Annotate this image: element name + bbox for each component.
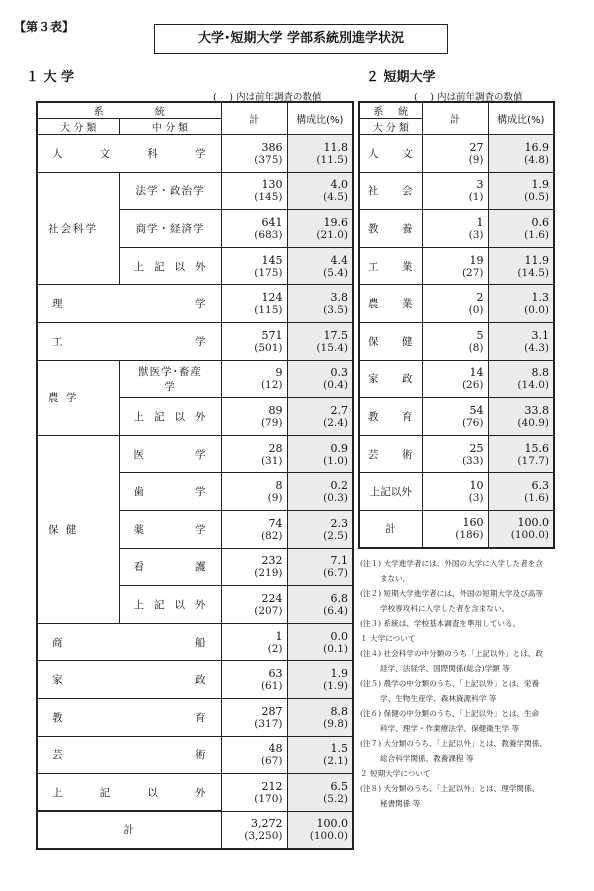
univ-paren-note: ( ) 内は前年調査の数値 — [213, 92, 322, 103]
junior-total-6-current: 14 — [469, 366, 484, 380]
univ-head-keitou: 系 統 — [37, 102, 221, 119]
univ-total-10 — [221, 510, 287, 548]
junior-table-row — [359, 210, 554, 248]
univ-table-row — [37, 774, 353, 812]
junior-share-2-current: 0.6 — [531, 215, 549, 229]
junior-total-4-current: 2 — [476, 291, 484, 305]
junior-total-5-current: 5 — [476, 328, 484, 342]
junior-share-4-previous: (0.0) — [524, 304, 549, 317]
univ-share-3 — [287, 247, 353, 285]
univ-share-12 — [287, 586, 353, 624]
junior-share-3-previous: (14.5) — [517, 266, 549, 279]
junior-total-0-previous: (9) — [468, 153, 484, 166]
univ-total-2 — [221, 210, 287, 248]
footnote-line: (注５) 農学の中分類のうち、「上記以外」とは、栄養 — [360, 679, 540, 688]
junior-paren-note: ( ) 内は前年調査の数値 — [414, 92, 523, 103]
footnote-line: (注３) 系統は、学校基本調査を準用している。 — [360, 619, 521, 628]
junior-share-5-current: 3.1 — [531, 328, 549, 342]
univ-total-16 — [221, 736, 287, 774]
univ-share-5-previous: (15.4) — [316, 341, 348, 354]
univ-share-4 — [287, 285, 353, 323]
univ-share-0-current: 11.8 — [323, 140, 348, 154]
junior-share-9 — [488, 473, 554, 511]
univ-total-13-current: 1 — [275, 629, 283, 643]
univ-total-7-previous: (79) — [260, 416, 283, 429]
univ-total-15-previous: (317) — [254, 717, 283, 730]
univ-total-4-previous: (115) — [254, 304, 283, 317]
footnotes — [360, 556, 588, 811]
univ-dai-17: 上 記 以 外 — [37, 774, 221, 812]
junior-share-7-previous: (40.9) — [517, 416, 549, 429]
univ-total-5-previous: (501) — [254, 341, 283, 354]
univ-total-2-previous: (683) — [254, 228, 283, 241]
univ-share-11-previous: (6.7) — [323, 567, 348, 580]
univ-share-16-previous: (2.1) — [323, 755, 348, 768]
footnote-line: 秘書関係 等 — [380, 799, 421, 808]
univ-table-row — [37, 736, 353, 774]
junior-table-row — [359, 285, 554, 323]
junior-share-3 — [488, 247, 554, 285]
junior-table-row — [359, 510, 554, 548]
univ-total-4-current: 124 — [261, 291, 283, 305]
univ-total-6 — [221, 360, 287, 398]
univ-dai-5: 工 学 — [37, 322, 221, 360]
univ-share-8-previous: (1.0) — [323, 454, 348, 467]
junior-table-row — [359, 360, 554, 398]
junior-share-1 — [488, 172, 554, 210]
univ-share-15 — [287, 698, 353, 736]
junior-share-5-previous: (4.3) — [524, 341, 549, 354]
footnote-line: (注４) 社会科学の中分類のうち「上記以外」とは、政 — [360, 649, 543, 658]
univ-dai-13: 商 船 — [37, 623, 221, 661]
univ-total-2-current: 641 — [261, 215, 283, 229]
univ-chu-9: 歯 学 — [119, 473, 221, 511]
univ-share-9 — [287, 473, 353, 511]
junior-total-8-previous: (33) — [461, 454, 484, 467]
univ-total-12 — [221, 586, 287, 624]
univ-table-row — [37, 322, 353, 360]
univ-total-0-previous: (375) — [254, 153, 283, 166]
univ-share-10-previous: (2.5) — [323, 529, 348, 542]
footnote-line: １ 大学について — [360, 634, 416, 643]
junior-table-row — [359, 172, 554, 210]
univ-total-11 — [221, 548, 287, 586]
univ-total-16-previous: (67) — [260, 755, 283, 768]
univ-head-share: 構成比(%) — [287, 102, 353, 135]
junior-share-7 — [488, 398, 554, 436]
junior-dai-1: 社 会 — [359, 172, 422, 210]
univ-share-18 — [287, 811, 353, 849]
univ-share-18-previous: (100.0) — [309, 830, 348, 843]
univ-total-12-previous: (207) — [254, 604, 283, 617]
univ-dai-6: 農 学 — [37, 360, 119, 435]
junior-total-6 — [422, 360, 488, 398]
univ-share-4-previous: (3.5) — [323, 304, 348, 317]
univ-share-2-current: 19.6 — [323, 215, 348, 229]
univ-total-5-current: 571 — [261, 328, 283, 342]
footnote-line: (注８) 大分類のうち、「上記以外」とは、理学関係、 — [360, 784, 540, 793]
univ-total-5 — [221, 322, 287, 360]
univ-share-6-previous: (0.4) — [323, 379, 348, 392]
junior-share-6-previous: (14.0) — [517, 379, 549, 392]
univ-share-7-previous: (2.4) — [323, 416, 348, 429]
footnote-line: 科学、理学・作業療法学、保健衛生学 等 — [380, 724, 520, 733]
junior-total-1-current: 3 — [476, 178, 484, 192]
univ-total-8 — [221, 435, 287, 473]
junior-share-2-previous: (1.6) — [524, 228, 549, 241]
univ-total-1-previous: (145) — [254, 191, 283, 204]
footnote-line: まない。 — [380, 574, 411, 583]
junior-total-8 — [422, 435, 488, 473]
junior-dai-7: 教 育 — [359, 398, 422, 436]
junior-head-total: 計 — [422, 102, 488, 135]
junior-head-dai: 大 分 類 — [359, 119, 422, 135]
univ-share-0 — [287, 135, 353, 173]
junior-share-5 — [488, 322, 554, 360]
junior-share-10-previous: (100.0) — [510, 529, 549, 542]
univ-total-9-current: 8 — [275, 479, 283, 493]
univ-dai-16: 芸 術 — [37, 736, 221, 774]
univ-dai-18: 計 — [37, 811, 221, 849]
univ-share-13-previous: (0.1) — [323, 642, 348, 655]
junior-share-9-current: 6.3 — [531, 479, 549, 493]
junior-total-9 — [422, 473, 488, 511]
junior-share-3-current: 11.9 — [524, 253, 549, 267]
univ-total-10-previous: (82) — [260, 529, 283, 542]
univ-share-17-previous: (5.2) — [323, 792, 348, 805]
junior-total-7 — [422, 398, 488, 436]
univ-share-14-previous: (1.9) — [323, 680, 348, 693]
junior-share-6 — [488, 360, 554, 398]
junior-dai-9: 上記以外 — [359, 473, 422, 511]
univ-share-12-current: 6.8 — [330, 591, 348, 605]
univ-share-13-current: 0.0 — [330, 629, 348, 643]
univ-head-total: 計 — [221, 102, 287, 135]
univ-table-row — [37, 172, 353, 210]
univ-total-16-current: 48 — [268, 742, 283, 756]
univ-share-15-current: 8.8 — [330, 704, 348, 718]
junior-share-6-current: 8.8 — [531, 366, 549, 380]
footnote-line: (注２) 短期大学進学者には、外国の短期大学及び高等 — [360, 589, 543, 598]
univ-total-10-current: 74 — [268, 516, 283, 530]
univ-share-2-previous: (21.0) — [316, 228, 348, 241]
junior-head-share: 構成比(%) — [488, 102, 554, 135]
univ-share-11-current: 7.1 — [330, 554, 348, 568]
junior-total-1-previous: (1) — [468, 191, 484, 204]
junior-total-10-previous: (186) — [455, 529, 484, 542]
univ-dai-8: 保 健 — [37, 435, 119, 623]
junior-dai-4: 農 業 — [359, 285, 422, 323]
univ-share-0-previous: (11.5) — [316, 153, 348, 166]
junior-total-5 — [422, 322, 488, 360]
junior-table — [358, 101, 555, 549]
footnote-line: ２ 短期大学について — [360, 769, 431, 778]
univ-total-6-current: 9 — [275, 366, 283, 380]
junior-total-9-previous: (3) — [468, 492, 484, 505]
junior-total-5-previous: (8) — [468, 341, 484, 354]
univ-share-12-previous: (6.4) — [323, 604, 348, 617]
univ-head-dai: 大 分 類 — [37, 119, 119, 135]
junior-share-0-current: 16.9 — [524, 140, 549, 154]
junior-total-2-current: 1 — [476, 215, 484, 229]
univ-total-3 — [221, 247, 287, 285]
junior-dai-3: 工 業 — [359, 247, 422, 285]
univ-total-12-current: 224 — [261, 591, 283, 605]
univ-total-8-current: 28 — [268, 441, 283, 455]
univ-table-row — [37, 360, 353, 398]
univ-table-row — [37, 623, 353, 661]
univ-share-16 — [287, 736, 353, 774]
univ-total-17-current: 212 — [261, 779, 283, 793]
univ-share-1-current: 4.0 — [330, 178, 348, 192]
junior-total-4 — [422, 285, 488, 323]
junior-total-2 — [422, 210, 488, 248]
table-number: 【第３表】 — [14, 20, 75, 34]
univ-total-0 — [221, 135, 287, 173]
univ-table-row — [37, 135, 353, 173]
junior-table-row — [359, 322, 554, 360]
univ-chu-10: 薬 学 — [119, 510, 221, 548]
univ-total-1-current: 130 — [261, 178, 283, 192]
univ-chu-3: 上 記 以 外 — [119, 247, 221, 285]
univ-section-title: １ 大 学 — [26, 70, 75, 85]
univ-chu-2: 商学・経済学 — [119, 210, 221, 248]
univ-total-9 — [221, 473, 287, 511]
junior-total-2-previous: (3) — [468, 228, 484, 241]
junior-dai-2: 教 養 — [359, 210, 422, 248]
univ-share-8 — [287, 435, 353, 473]
univ-total-13-previous: (2) — [267, 642, 283, 655]
junior-total-10-current: 160 — [462, 516, 484, 530]
univ-total-15-current: 287 — [261, 704, 283, 718]
junior-share-1-previous: (0.5) — [524, 191, 549, 204]
univ-share-1-previous: (4.5) — [323, 191, 348, 204]
junior-dai-5: 保 健 — [359, 322, 422, 360]
univ-total-1 — [221, 172, 287, 210]
univ-total-6-previous: (12) — [260, 379, 283, 392]
univ-share-4-current: 3.8 — [330, 291, 348, 305]
univ-share-9-previous: (0.3) — [323, 492, 348, 505]
univ-table-row — [37, 285, 353, 323]
univ-share-14-current: 1.9 — [330, 667, 348, 681]
univ-share-17-current: 6.5 — [330, 779, 348, 793]
univ-table-row — [37, 811, 353, 849]
junior-total-3-current: 19 — [469, 253, 484, 267]
univ-total-7 — [221, 398, 287, 436]
junior-share-10 — [488, 510, 554, 548]
univ-total-18 — [221, 811, 287, 849]
univ-total-11-current: 232 — [261, 554, 283, 568]
univ-share-8-current: 0.9 — [330, 441, 348, 455]
junior-section-title: ２ 短期大学 — [366, 70, 436, 85]
univ-total-15 — [221, 698, 287, 736]
junior-head-keitou: 系 統 — [359, 102, 422, 119]
junior-share-8-current: 15.6 — [524, 441, 549, 455]
footnote-line: 経学、法経学、国際関係(総合)学類 等 — [380, 664, 510, 673]
footnote-line: 学、生物生産学、森林資源科学 等 — [380, 694, 497, 703]
univ-share-7-current: 2.7 — [330, 403, 348, 417]
junior-total-6-previous: (26) — [461, 379, 484, 392]
univ-share-10-current: 2.3 — [330, 516, 348, 530]
univ-dai-15: 教 育 — [37, 698, 221, 736]
footnote-line: (注７) 大分類のうち、「上記以外」とは、教養学関係、 — [360, 739, 547, 748]
page-title: 大学･短期大学 学部系統別進学状況 — [154, 24, 448, 54]
univ-share-14 — [287, 661, 353, 699]
univ-share-10 — [287, 510, 353, 548]
univ-total-3-previous: (175) — [254, 266, 283, 279]
univ-share-1 — [287, 172, 353, 210]
junior-table-row — [359, 135, 554, 173]
univ-share-7 — [287, 398, 353, 436]
univ-total-14-current: 63 — [268, 667, 283, 681]
univ-total-0-current: 386 — [261, 140, 283, 154]
univ-share-6 — [287, 360, 353, 398]
univ-share-17 — [287, 774, 353, 812]
junior-table-row — [359, 435, 554, 473]
footnote-line: 学校専攻科に入学した者を含まない。 — [380, 604, 510, 613]
junior-total-7-previous: (76) — [461, 416, 484, 429]
univ-total-8-previous: (31) — [260, 454, 283, 467]
junior-dai-0: 人 文 — [359, 135, 422, 173]
univ-share-5-current: 17.5 — [323, 328, 348, 342]
univ-table — [36, 101, 354, 850]
junior-share-7-current: 33.8 — [524, 403, 549, 417]
univ-chu-1: 法学・政治学 — [119, 172, 221, 210]
univ-total-11-previous: (219) — [254, 567, 283, 580]
univ-share-3-previous: (5.4) — [323, 266, 348, 279]
univ-total-7-current: 89 — [268, 403, 283, 417]
junior-table-row — [359, 398, 554, 436]
junior-total-9-current: 10 — [469, 479, 484, 493]
junior-share-4-current: 1.3 — [531, 291, 549, 305]
univ-share-13 — [287, 623, 353, 661]
junior-share-8-previous: (17.7) — [517, 454, 549, 467]
junior-dai-6: 家 政 — [359, 360, 422, 398]
univ-total-9-previous: (9) — [267, 492, 283, 505]
junior-dai-10: 計 — [359, 510, 422, 548]
junior-share-4 — [488, 285, 554, 323]
univ-total-18-current: 3,272 — [251, 817, 283, 831]
univ-share-2 — [287, 210, 353, 248]
junior-total-3-previous: (27) — [461, 266, 484, 279]
univ-dai-1: 社会科学 — [37, 172, 119, 285]
univ-table-row — [37, 435, 353, 473]
univ-dai-4: 理 学 — [37, 285, 221, 323]
univ-chu-6: 獣医学･畜産学 — [119, 360, 221, 398]
univ-total-3-current: 145 — [261, 253, 283, 267]
junior-total-0 — [422, 135, 488, 173]
univ-share-18-current: 100.0 — [316, 817, 348, 831]
univ-total-14-previous: (61) — [260, 680, 283, 693]
junior-share-2 — [488, 210, 554, 248]
univ-chu-12: 上 記 以 外 — [119, 586, 221, 624]
junior-total-0-current: 27 — [469, 140, 484, 154]
univ-share-3-current: 4.4 — [330, 253, 348, 267]
junior-total-3 — [422, 247, 488, 285]
junior-table-row — [359, 247, 554, 285]
univ-total-4 — [221, 285, 287, 323]
univ-total-18-previous: (3,250) — [244, 830, 283, 843]
junior-total-4-previous: (0) — [468, 304, 484, 317]
junior-share-1-current: 1.9 — [531, 178, 549, 192]
junior-share-0 — [488, 135, 554, 173]
univ-total-17-previous: (170) — [254, 792, 283, 805]
univ-share-15-previous: (9.8) — [323, 717, 348, 730]
univ-chu-11: 看 護 — [119, 548, 221, 586]
junior-dai-8: 芸 術 — [359, 435, 422, 473]
junior-total-10 — [422, 510, 488, 548]
univ-share-9-current: 0.2 — [330, 479, 348, 493]
footnote-line: 総合科学関係、教養課程 等 — [380, 754, 474, 763]
footnote-line: (注６) 保健の中分類のうち、「上記以外」とは、生命 — [360, 709, 540, 718]
univ-share-6-current: 0.3 — [330, 366, 348, 380]
junior-share-10-current: 100.0 — [517, 516, 549, 530]
univ-head-chu: 中 分 類 — [119, 119, 221, 135]
junior-total-8-current: 25 — [469, 441, 484, 455]
univ-table-row — [37, 698, 353, 736]
univ-share-16-current: 1.5 — [330, 742, 348, 756]
univ-table-row — [37, 661, 353, 699]
footnote-line: (注１) 大学進学者には、外国の大学に入学した者を含 — [360, 559, 543, 568]
univ-chu-7: 上 記 以 外 — [119, 398, 221, 436]
univ-total-14 — [221, 661, 287, 699]
univ-dai-0: 人 文 科 学 — [37, 135, 221, 173]
univ-dai-14: 家 政 — [37, 661, 221, 699]
junior-share-0-previous: (4.8) — [524, 153, 549, 166]
univ-total-13 — [221, 623, 287, 661]
univ-share-5 — [287, 322, 353, 360]
junior-total-1 — [422, 172, 488, 210]
univ-share-11 — [287, 548, 353, 586]
junior-share-9-previous: (1.6) — [524, 492, 549, 505]
univ-chu-8: 医 学 — [119, 435, 221, 473]
junior-share-8 — [488, 435, 554, 473]
junior-total-7-current: 54 — [469, 403, 484, 417]
univ-total-17 — [221, 774, 287, 812]
junior-table-row — [359, 473, 554, 511]
